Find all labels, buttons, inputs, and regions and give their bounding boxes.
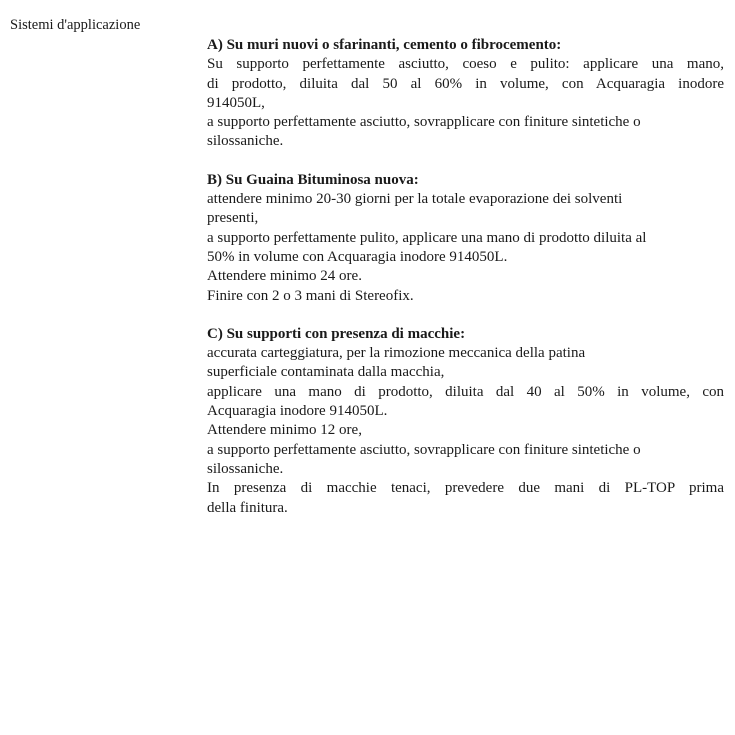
section-line: accurata carteggiatura, per la rimozione meccanica della patina: [207, 345, 586, 362]
section-block: [207, 325, 724, 518]
row-content-column: [207, 0, 735, 518]
section-line: silossaniche.: [207, 460, 284, 477]
section-line: 914050L,: [207, 94, 265, 111]
section-line: presenti,: [207, 210, 259, 227]
section-block: [207, 36, 724, 152]
section-line: superficiale contaminata dalla macchia,: [207, 364, 445, 381]
section-line: Attendere minimo 24 ore.: [207, 268, 362, 285]
section-heading: A) Su muri nuovi o sfarinanti, cemento o fibrocemento:: [207, 37, 562, 53]
section-line: Su supporto perfettamente asciutto, coeso e pulito: applicare una mano,: [207, 56, 724, 73]
row-label-column: [0, 0, 207, 35]
sections-container: [207, 36, 724, 518]
section-line: a supporto perfettamente asciutto, sovrapplicare con finiture sintetiche o: [207, 114, 641, 131]
section-line: applicare una mano di prodotto, diluita dal 40 al 50% in volume, con: [207, 383, 724, 400]
section-heading: C) Su supporti con presenza di macchie:: [207, 325, 466, 342]
section-line: a supporto perfettamente pulito, applicare una mano di prodotto diluita al: [207, 229, 647, 246]
section-line: Acquaragia inodore 914050L.: [207, 403, 388, 420]
section-line: Finire con 2 o 3 mani di Stereofix.: [207, 287, 414, 304]
section-line: a supporto perfettamente asciutto, sovrapplicare con finiture sintetiche o: [207, 441, 641, 458]
section-heading: B) Su Guaina Bituminosa nuova:: [207, 171, 419, 188]
section-line: silossaniche.: [207, 133, 284, 150]
row-label-sistemi-applicazione: Sistemi d'applicazione: [10, 17, 141, 33]
section-line: In presenza di macchie tenaci, prevedere due mani di PL-TOP prima: [207, 480, 724, 497]
section-lines: [207, 55, 724, 151]
section-lines: [207, 190, 724, 306]
section-block: [207, 171, 724, 306]
section-lines: [207, 344, 724, 518]
section-line: 50% in volume con Acquaragia inodore 914050L.: [207, 248, 508, 265]
section-line: di prodotto, diluita dal 50 al 60% in volume, con Acquaragia inodore: [207, 75, 724, 92]
section-line: della finitura.: [207, 499, 288, 516]
section-line: Attendere minimo 12 ore,: [207, 422, 362, 439]
section-line: attendere minimo 20-30 giorni per la totale evaporazione dei solventi: [207, 191, 623, 208]
